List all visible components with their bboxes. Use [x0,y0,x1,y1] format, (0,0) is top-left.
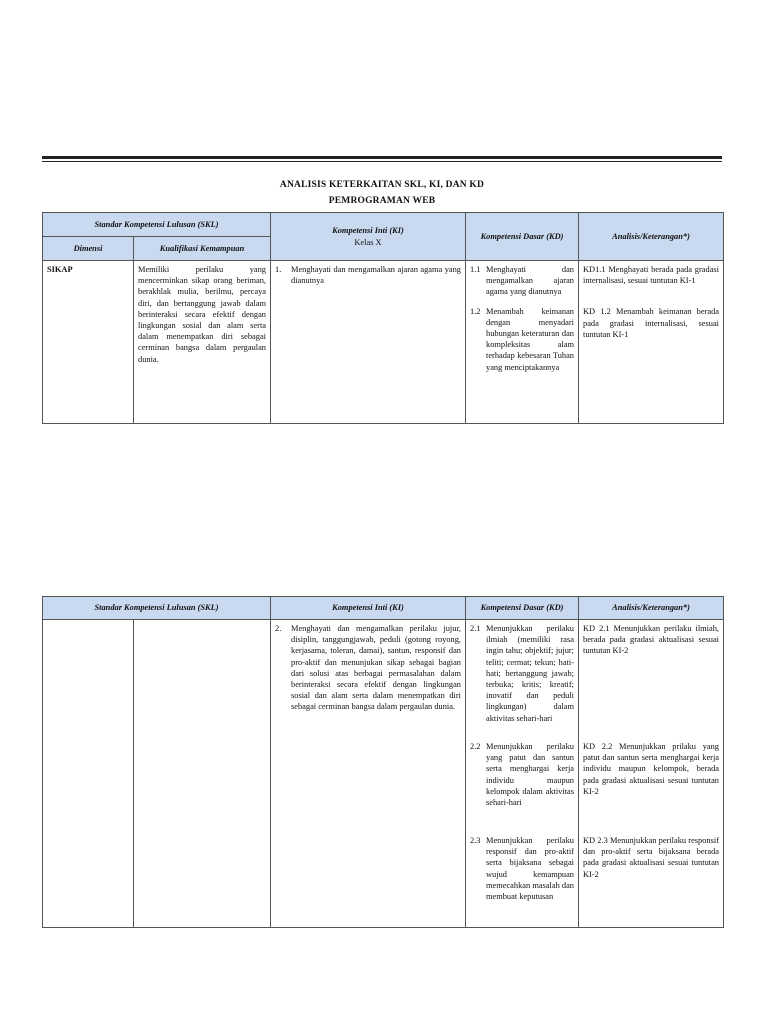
header-ki-kelas: Kelas X [354,237,382,247]
skl-ki-kd-table-1 [42,212,724,424]
skl-ki-kd-table-2 [42,596,724,928]
analisis-text: KD 1.2 Menambah keimanan berada pada gradasi internalisasi, sesuai tuntutan KI-1 [583,307,719,339]
kd-number: 2.2 [470,742,481,751]
kd-text: Menunjukkan perilaku yang patut dan santun serta menghargai kerja individu maupun kelompok dalam aktivitas sehari-hari [486,742,574,808]
kd-item [470,623,574,741]
header-analisis: Analisis/Keterangan*) [579,213,724,261]
kd-item [470,306,574,373]
analisis-text: KD1.1 Menghayati berada pada gradasi internalisasi, sesuai tuntutan KI-1 [583,265,719,286]
kd-number: 2.1 [470,624,481,633]
kd-item [470,835,574,902]
analisis-text: KD 2.3 Menunjukkan perilaku responsif dan pro-aktif serta bijaksana berada pada gradasi aktualisasi sesuai tuntutan KI-2 [583,836,719,879]
kd-text: Menambah keimanan dengan menyadari hubungan keteraturan dan kompleksitas alam terhadap kebesaran Tuhan yang menciptakannya [486,306,574,372]
header-skl: Standar Kompetensi Lulusan (SKL) [43,597,271,620]
kd-number: 1.2 [470,306,481,316]
header-kd: Kompetensi Dasar (KD) [466,213,579,261]
kd-number: 1.1 [470,265,481,274]
header-rule-thick [42,156,722,159]
ki-text: Menghayati dan mengamalkan ajaran agama yang dianutnya [291,265,461,286]
cell-analisis [579,261,724,424]
cell-ki [271,261,466,424]
document-title: ANALISIS KETERKAITAN SKL, KI, DAN KD [279,180,485,190]
header-analisis: Analisis/Keterangan*) [579,597,724,620]
kd-number: 2.3 [470,836,481,845]
document-subtitle: PEMROGRAMAN WEB [328,196,436,206]
cell-kualifikasi-empty [134,620,271,928]
kd-text: Menunjukkan perilaku ilmiah (memiliki rasa ingin tahu; objektif; jujur; teliti; cermat; tekun; hati-hati; bertanggung jawab; terbuka; kritis; kreatif; inovatif dan peduli lingkungan) dalam aktivitas sehari-hari [486,624,574,723]
analisis-text: KD 2.2 Menunjukkan prilaku yang patut dan santun serta menghargai kerja individu maupun kelompok, berada pada gradasi aktualisasi sesuai tuntutan KI-2 [583,742,719,796]
kd-text: Menunjukkan perilaku responsif dan pro-aktif serta bijaksana sebagai wujud kemampuan memecahkan masalah dan membuat keputusan [486,836,574,902]
analisis-text: KD 2.1 Menunjukkan perilaku ilmiah, berada pada gradasi aktualisasi sesuai tuntutan KI-2 [583,624,719,656]
ki-number: 1. [275,265,282,274]
kd-item [470,741,574,835]
header-ki: Kompetensi Inti (KI) [271,597,466,620]
header-dimensi: Dimensi [43,237,134,261]
header-ki [271,213,466,261]
kd-text: Menghayati dan mengamalkan ajaran agama yang dianutnya [486,265,574,297]
header-rule-thin [42,161,722,162]
cell-dimensi: SIKAP [43,261,134,424]
header-skl: Standar Kompetensi Lulusan (SKL) [43,213,271,237]
cell-dimensi-empty [43,620,134,928]
kd-item [470,264,574,298]
cell-ki [271,620,466,928]
header-kd: Kompetensi Dasar (KD) [466,597,579,620]
header-ki-label: Kompetensi Inti (KI) [332,226,404,236]
ki-text: Menghayati dan mengamalkan perilaku jujur, disiplin, tanggungjawab, peduli (gotong royong, kerjasama, toleran, damai), santun, responsif dan pro-aktif dan menunjukan sikap sebagai bagian dari solusi atas berbagai permasalahan dalam berinteraksi secara efektif dengan lingkungan sosial dan alam serta dalam menempatkan diri sebagai cerminan bangsa dalam pergaulan dunia. [291,624,461,712]
cell-kd [466,261,579,424]
cell-analisis [579,620,724,928]
header-kualifikasi: Kualifikasi Kemampuan [134,237,271,261]
ki-number: 2. [275,624,282,633]
cell-kualifikasi: Memiliki perilaku yang mencerminkan sikap orang beriman, berakhlak mulia, berilmu, percaya diri, dan bertanggung jawab dalam berinteraksi secara efektif dengan lingkungan sosial dan alam serta dalam menempatkan diri sebagai cerminan bangsa dalam pergaulan dunia. [134,261,271,424]
cell-kd [466,620,579,928]
